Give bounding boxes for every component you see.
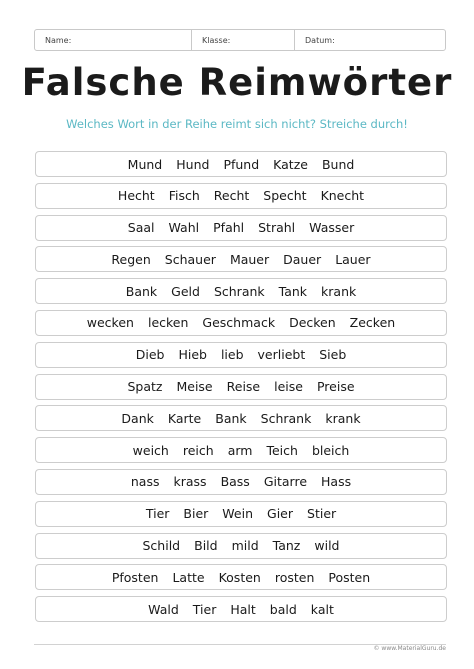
word[interactable]: Decken (289, 315, 336, 331)
word-row (35, 564, 447, 590)
word[interactable]: Spatz (127, 379, 163, 395)
word[interactable]: Lauer (335, 251, 371, 267)
name-label: Name: (45, 35, 72, 45)
word[interactable]: Schauer (164, 251, 216, 267)
copyright-footer: © www.MaterialGuru.de (373, 645, 446, 652)
word[interactable]: Katze (273, 156, 308, 172)
exercise-rows (35, 151, 447, 628)
word[interactable]: Mund (127, 156, 163, 172)
klasse-field[interactable] (191, 30, 294, 50)
word[interactable]: Kosten (218, 569, 261, 585)
word[interactable]: nass (130, 474, 160, 490)
word[interactable]: Geschmack (202, 315, 276, 331)
word-row (35, 246, 447, 272)
word[interactable]: Bass (220, 474, 250, 490)
word[interactable]: Teich (266, 442, 298, 458)
word[interactable]: Mauer (229, 251, 270, 267)
name-field[interactable] (35, 30, 191, 50)
word[interactable]: Karte (167, 410, 202, 426)
word[interactable]: Tier (192, 601, 217, 617)
word[interactable]: Hass (321, 474, 352, 490)
word[interactable]: Gitarre (263, 474, 308, 490)
word[interactable]: Hecht (117, 188, 155, 204)
word[interactable]: Posten (328, 569, 371, 585)
word[interactable]: Bund (321, 156, 355, 172)
word[interactable]: Pfahl (213, 220, 245, 236)
word[interactable]: Schild (142, 538, 181, 554)
word[interactable]: bald (269, 601, 297, 617)
word[interactable]: Pfosten (111, 569, 159, 585)
page-title: Falsche Reimwörter (21, 61, 453, 104)
word[interactable]: Stier (307, 506, 337, 522)
word[interactable]: Knecht (320, 188, 365, 204)
word[interactable]: Dieb (135, 347, 165, 363)
word[interactable]: reich (182, 442, 214, 458)
word[interactable]: Hund (176, 156, 210, 172)
word[interactable]: Reise (226, 379, 261, 395)
word[interactable]: Meise (176, 379, 213, 395)
word[interactable]: kalt (310, 601, 334, 617)
word[interactable]: Fisch (168, 188, 200, 204)
word[interactable]: leise (274, 379, 303, 395)
word[interactable]: Schrank (213, 283, 265, 299)
word[interactable]: weich (132, 442, 169, 458)
datum-field[interactable] (294, 30, 445, 50)
word[interactable]: Dank (121, 410, 154, 426)
word[interactable]: Pfund (223, 156, 260, 172)
word[interactable]: wild (314, 538, 340, 554)
word[interactable]: Bank (125, 283, 158, 299)
word[interactable]: Wein (222, 506, 254, 522)
word-row (35, 469, 447, 495)
word[interactable]: Saal (127, 220, 155, 236)
word-row (35, 374, 447, 400)
word[interactable]: wecken (86, 315, 134, 331)
student-info-box (34, 29, 446, 51)
word[interactable]: Tank (278, 283, 308, 299)
datum-label: Datum: (305, 35, 335, 45)
word[interactable]: Specht (263, 188, 307, 204)
word[interactable]: Regen (111, 251, 151, 267)
word[interactable]: Tanz (272, 538, 301, 554)
word[interactable]: Wald (148, 601, 179, 617)
word[interactable]: Dauer (283, 251, 322, 267)
word[interactable]: Wahl (168, 220, 200, 236)
word[interactable]: Latte (172, 569, 205, 585)
word[interactable]: mild (231, 538, 259, 554)
instruction-text: Welches Wort in der Reihe reimt sich nicht? Streiche durch! (66, 117, 408, 131)
word[interactable]: bleich (311, 442, 350, 458)
word[interactable]: Zecken (349, 315, 396, 331)
word[interactable]: Bier (183, 506, 209, 522)
word[interactable]: Strahl (258, 220, 296, 236)
word-row (35, 596, 447, 622)
word[interactable]: verliebt (257, 347, 306, 363)
word[interactable]: lecken (147, 315, 189, 331)
klasse-label: Klasse: (202, 35, 231, 45)
word[interactable]: Gier (267, 506, 294, 522)
word[interactable]: krank (321, 283, 357, 299)
word[interactable]: Wasser (309, 220, 355, 236)
word[interactable]: Recht (213, 188, 250, 204)
word-row (35, 151, 447, 177)
word[interactable]: krank (325, 410, 361, 426)
word[interactable]: lieb (220, 347, 244, 363)
word[interactable]: Schrank (260, 410, 312, 426)
word-row (35, 501, 447, 527)
word[interactable]: Bank (215, 410, 247, 426)
word[interactable]: arm (227, 442, 253, 458)
word[interactable]: Preise (316, 379, 355, 395)
word[interactable]: Halt (230, 601, 256, 617)
word[interactable]: Tier (145, 506, 170, 522)
word-row (35, 183, 447, 209)
word-row (35, 215, 447, 241)
word-row (35, 310, 447, 336)
word-row (35, 533, 447, 559)
word[interactable]: rosten (274, 569, 315, 585)
word[interactable]: Bild (194, 538, 218, 554)
word-row (35, 278, 447, 304)
word-row (35, 405, 447, 431)
word[interactable]: Hieb (178, 347, 207, 363)
word[interactable]: Sieb (319, 347, 347, 363)
word[interactable]: Geld (171, 283, 200, 299)
word[interactable]: krass (173, 474, 207, 490)
word-row (35, 342, 447, 368)
word-row (35, 437, 447, 463)
